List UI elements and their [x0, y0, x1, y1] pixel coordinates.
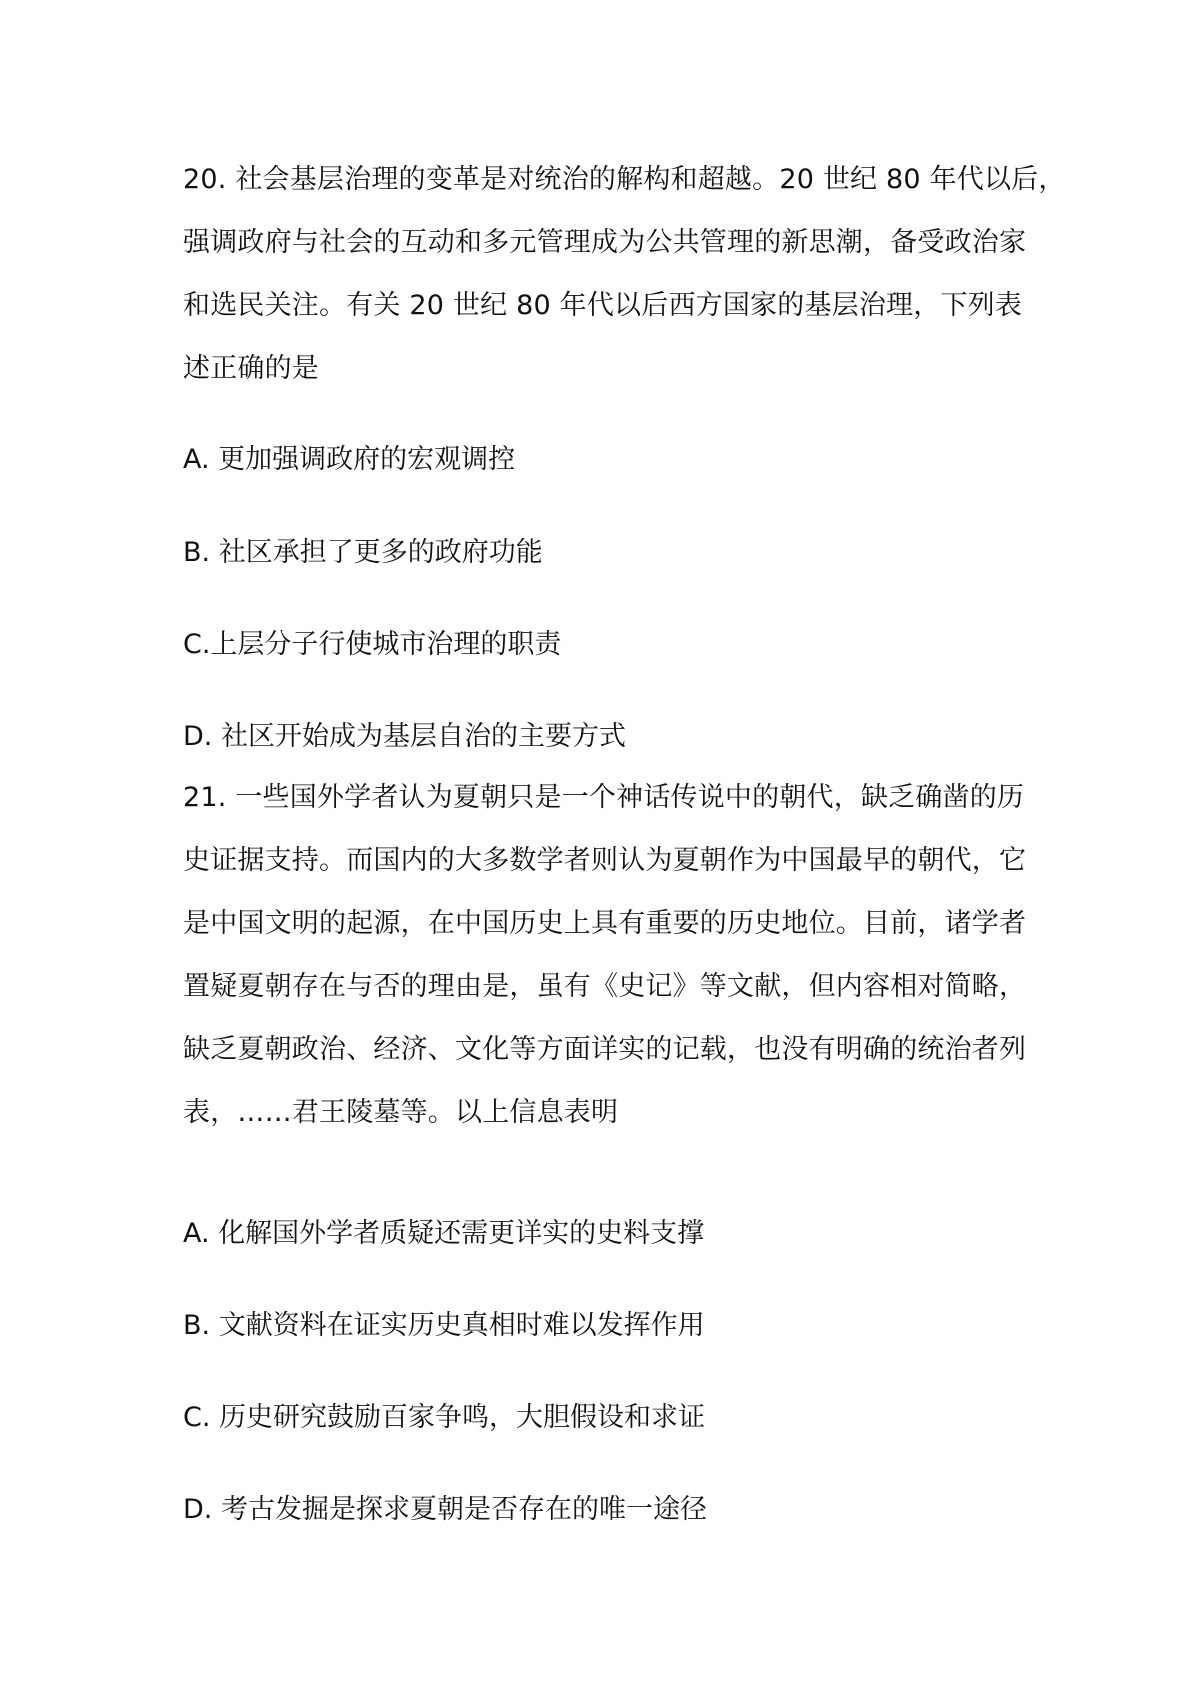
question-20-stem-line-3: 和选民关注。有关 20 世纪 80 年代以后西方国家的基层治理，下列表	[183, 290, 1023, 321]
question-20-stem-line-4: 述正确的是	[183, 353, 319, 384]
question-20-stem-line-1: 20. 社会基层治理的变革是对统治的解构和超越。20 世纪 80 年代以后，	[183, 164, 1066, 195]
question-21-option-b: B. 文献资料在证实历史真相时难以发挥作用	[183, 1310, 705, 1341]
question-20-stem	[183, 148, 1066, 400]
question-21-stem-line-4: 置疑夏朝存在与否的理由是，虽有《史记》等文献，但内容相对简略，	[183, 971, 1027, 1002]
question-21-option-c: C. 历史研究鼓励百家争鸣，大胆假设和求证	[183, 1402, 706, 1433]
question-20-option-d: D. 社区开始成为基层自治的主要方式	[183, 721, 626, 752]
question-20-option-a: A. 更加强调政府的宏观调控	[183, 444, 516, 475]
question-21-stem-line-2: 史证据支持。而国内的大多数学者则认为夏朝作为中国最早的朝代，它	[183, 845, 1027, 876]
question-21-stem-line-1: 21. 一些国外学者认为夏朝只是一个神话传说中的朝代，缺乏确凿的历	[183, 782, 1025, 813]
question-20-stem-line-2: 强调政府与社会的互动和多元管理成为公共管理的新思潮，备受政治家	[183, 227, 1027, 258]
question-20-option-c: C.上层分子行使城市治理的职责	[183, 629, 562, 660]
question-21-option-d: D. 考古发掘是探求夏朝是否存在的唯一途径	[183, 1494, 707, 1525]
question-20-option-b: B. 社区承担了更多的政府功能	[183, 537, 543, 568]
question-21-stem-line-5: 缺乏夏朝政治、经济、文化等方面详实的记载，也没有明确的统治者列	[183, 1034, 1027, 1065]
question-21-stem	[183, 766, 1043, 1144]
question-21-stem-line-6: 表，……君王陵墓等。以上信息表明	[183, 1097, 619, 1128]
question-21-stem-line-3: 是中国文明的起源，在中国历史上具有重要的历史地位。目前，诸学者	[183, 908, 1027, 939]
question-21-option-a: A. 化解国外学者质疑还需更详实的史料支撑	[183, 1218, 705, 1249]
